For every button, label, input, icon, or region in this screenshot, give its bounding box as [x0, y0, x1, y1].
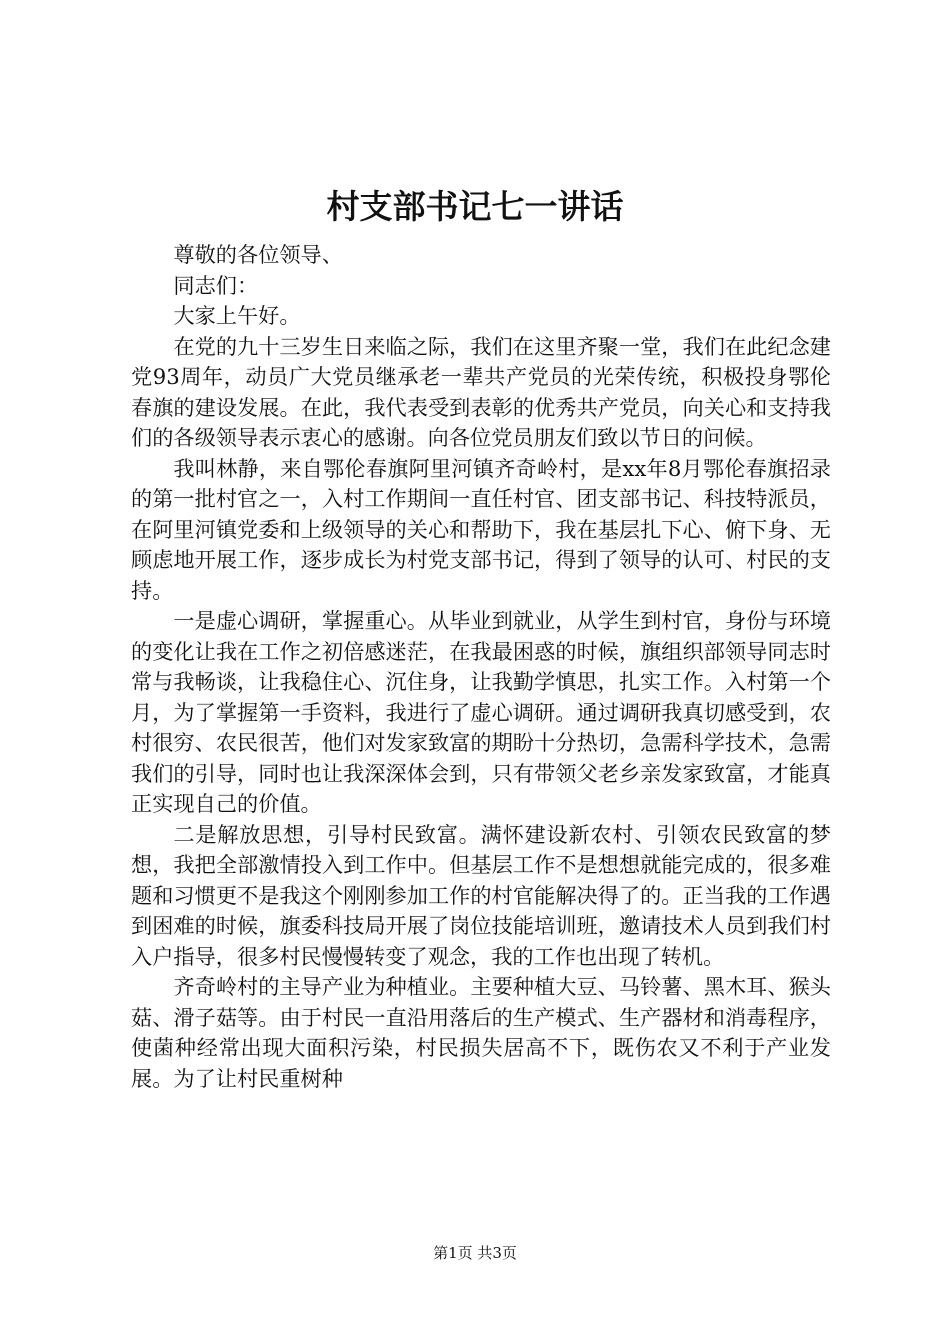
salutation-line: 尊敬的各位领导、 [173, 242, 343, 267]
body-paragraph: 齐奇岭村的主导产业为种植业。主要种植大豆、马铃薯、黑木耳、猴头菇、滑子菇等。由于村民一直沿用落后的生产模式、生产器材和消毒程序，使菌种经常出现大面积污染，村民损失居高不下，既伤农又不利于产业发展。为了让村民重树种 [131, 974, 831, 1091]
greeting-line: 大家上午好。 [173, 303, 301, 328]
salutation-line: 同志们： [173, 272, 259, 298]
body-paragraph: 我叫林静，来自鄂伦春旗阿里河镇齐奇岭村，是xx年8月鄂伦春旗招录的第一批村官之一，入村工作期间一直任村官、团支部书记、科技特派员，在阿里河镇党委和上级领导的关心和帮助下，我在基层扎下心、俯下身、无顾虑地开展工作，逐步成长为村党支部书记，得到了领导的认可、村民的支持。 [131, 455, 831, 603]
body-paragraph: 在党的九十三岁生日来临之际，我们在这里齐聚一堂，我们在此纪念建党93周年，动员广大党员继承老一辈共产党员的光荣传统，积极投身鄂伦春旗的建设发展。在此，我代表受到表彰的优秀共产党员，向关心和支持我们的各级领导表示衷心的感谢。向各位党员朋友们致以节日的问候。 [131, 333, 831, 450]
document-body [131, 240, 831, 1094]
page-number-footer: 第1页 共3页 [433, 1244, 517, 1262]
document-title: 村支部书记七一讲话 [326, 187, 624, 226]
body-paragraph: 二是解放思想，引导村民致富。满怀建设新农村、引领农民致富的梦想，我把全部激情投入到工作中。但基层工作不是想想就能完成的，很多难题和习惯更不是我这个刚刚参加工作的村官能解决得了的。正当我的工作遇到困难的时候，旗委科技局开展了岗位技能培训班，邀请技术人员到我们村入户指导，很多村民慢慢转变了观念，我的工作也出现了转机。 [131, 821, 831, 969]
body-paragraph: 一是虚心调研，掌握重心。从毕业到就业，从学生到村官，身份与环境的变化让我在工作之初倍感迷茫，在我最困惑的时候，旗组织部领导同志时常与我畅谈，让我稳住心、沉住身，让我勤学慎思，扎实工作。入村第一个月，为了掌握第一手资料，我进行了虚心调研。通过调研我真切感受到，农村很穷、农民很苦，他们对发家致富的期盼十分热切，急需科学技术，急需我们的引导，同时也让我深深体会到，只有带领父老乡亲发家致富，才能真正实现自己的价值。 [131, 608, 831, 816]
